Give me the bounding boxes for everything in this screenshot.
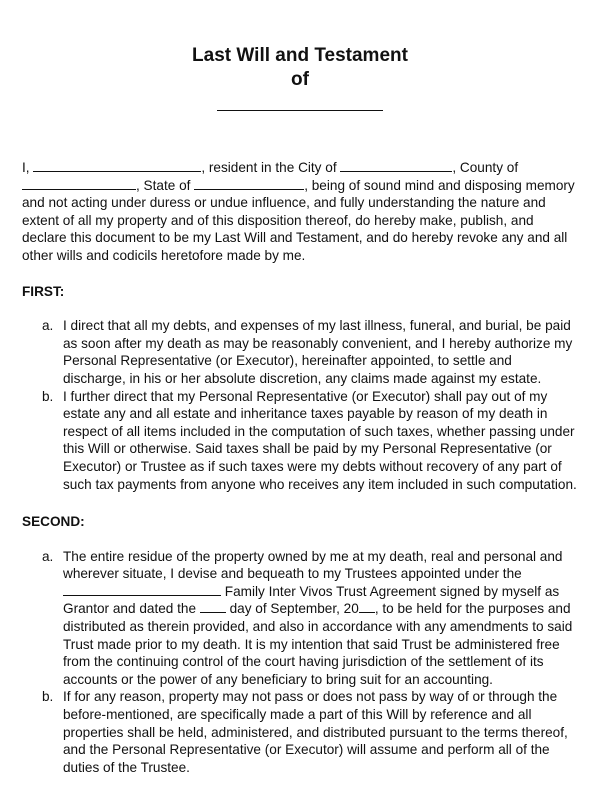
- title-line-2: of: [291, 69, 309, 90]
- city-blank[interactable]: [340, 159, 452, 172]
- title-line-1: Last Will and Testament: [192, 45, 408, 66]
- document-title: [22, 44, 578, 92]
- second-items-list: [22, 548, 578, 777]
- testator-name-blank[interactable]: [217, 110, 383, 111]
- first-items-list: [22, 317, 578, 493]
- list-item: [22, 317, 578, 387]
- name-blank[interactable]: [33, 159, 201, 172]
- intro-paragraph: I, , resident in the City of , County of , State of , being of sound mind and disposing memory and not acting under duress or undue influence, and fully understanding the nature and extent of all my property and of this disposition thereof, do hereby make, publish, and declare this document to be my Last Will and Testament, and do hereby revoke any and all other wills and codicils heretofore made by me.: [22, 160, 575, 263]
- list-item-text: If for any reason, property may not pass or does not pass by way of or through the before-mentioned, are specifically made a part of this Will by reference and all properties shall be held, administered, and distributed pursuant to the terms thereof, and the Personal Representative (or Executor) will assume and perform all of the duties of the Trustee.: [63, 689, 568, 775]
- day-blank[interactable]: [200, 600, 226, 613]
- section-heading-first: FIRST:: [22, 283, 65, 299]
- list-marker: a.: [42, 548, 54, 564]
- list-item: a. The entire residue of the property owned by me at my death, real and personal and wherever situate, I devise and bequeath to my Trustees appointed under the Family Inter Vivos Trust Agreement signed by myself as Grantor and dated the day of September, 20 , to be held for the purposes and distributed as therein provided, and also in accordance with any amendments to said Trust made prior to my death. It is my intention that said Trust be administered free from the continuing control of the court having jurisdiction of the settlement of its accounts or the power of any beneficiary to bring suit for an accounting.: [42, 548, 573, 687]
- list-item-text: I further direct that my Personal Representative (or Executor) shall pay out of my estate any and all estate and inheritance taxes payable by reason of my death in respect of all items included in the computation of such taxes, whether passing under this Will or otherwise. Said taxes shall be paid by my Personal Representative (or Executor) or Trustee as if such taxes were my debts without recovery of any part of such tax payments from anyone who receives any item included in such computation.: [63, 388, 577, 492]
- list-marker: b.: [42, 388, 54, 404]
- year-blank[interactable]: [359, 600, 375, 613]
- list-item-text: I direct that all my debts, and expenses of my last illness, funeral, and burial, be paid as soon after my death as may be reasonably convenient, and I hereby authorize my Personal Representative (or Executor), hereinafter appointed, to settle and discharge, in his or her absolute discretion, any claims made against my estate.: [63, 318, 573, 386]
- family-trust-name-blank[interactable]: [63, 583, 221, 596]
- list-item: [22, 388, 578, 494]
- section-heading-second: SECOND:: [22, 514, 85, 530]
- list-marker: a.: [42, 318, 54, 334]
- list-item: [22, 688, 578, 776]
- list-marker: b.: [42, 689, 54, 705]
- county-blank[interactable]: [22, 177, 136, 190]
- state-blank[interactable]: [194, 177, 304, 190]
